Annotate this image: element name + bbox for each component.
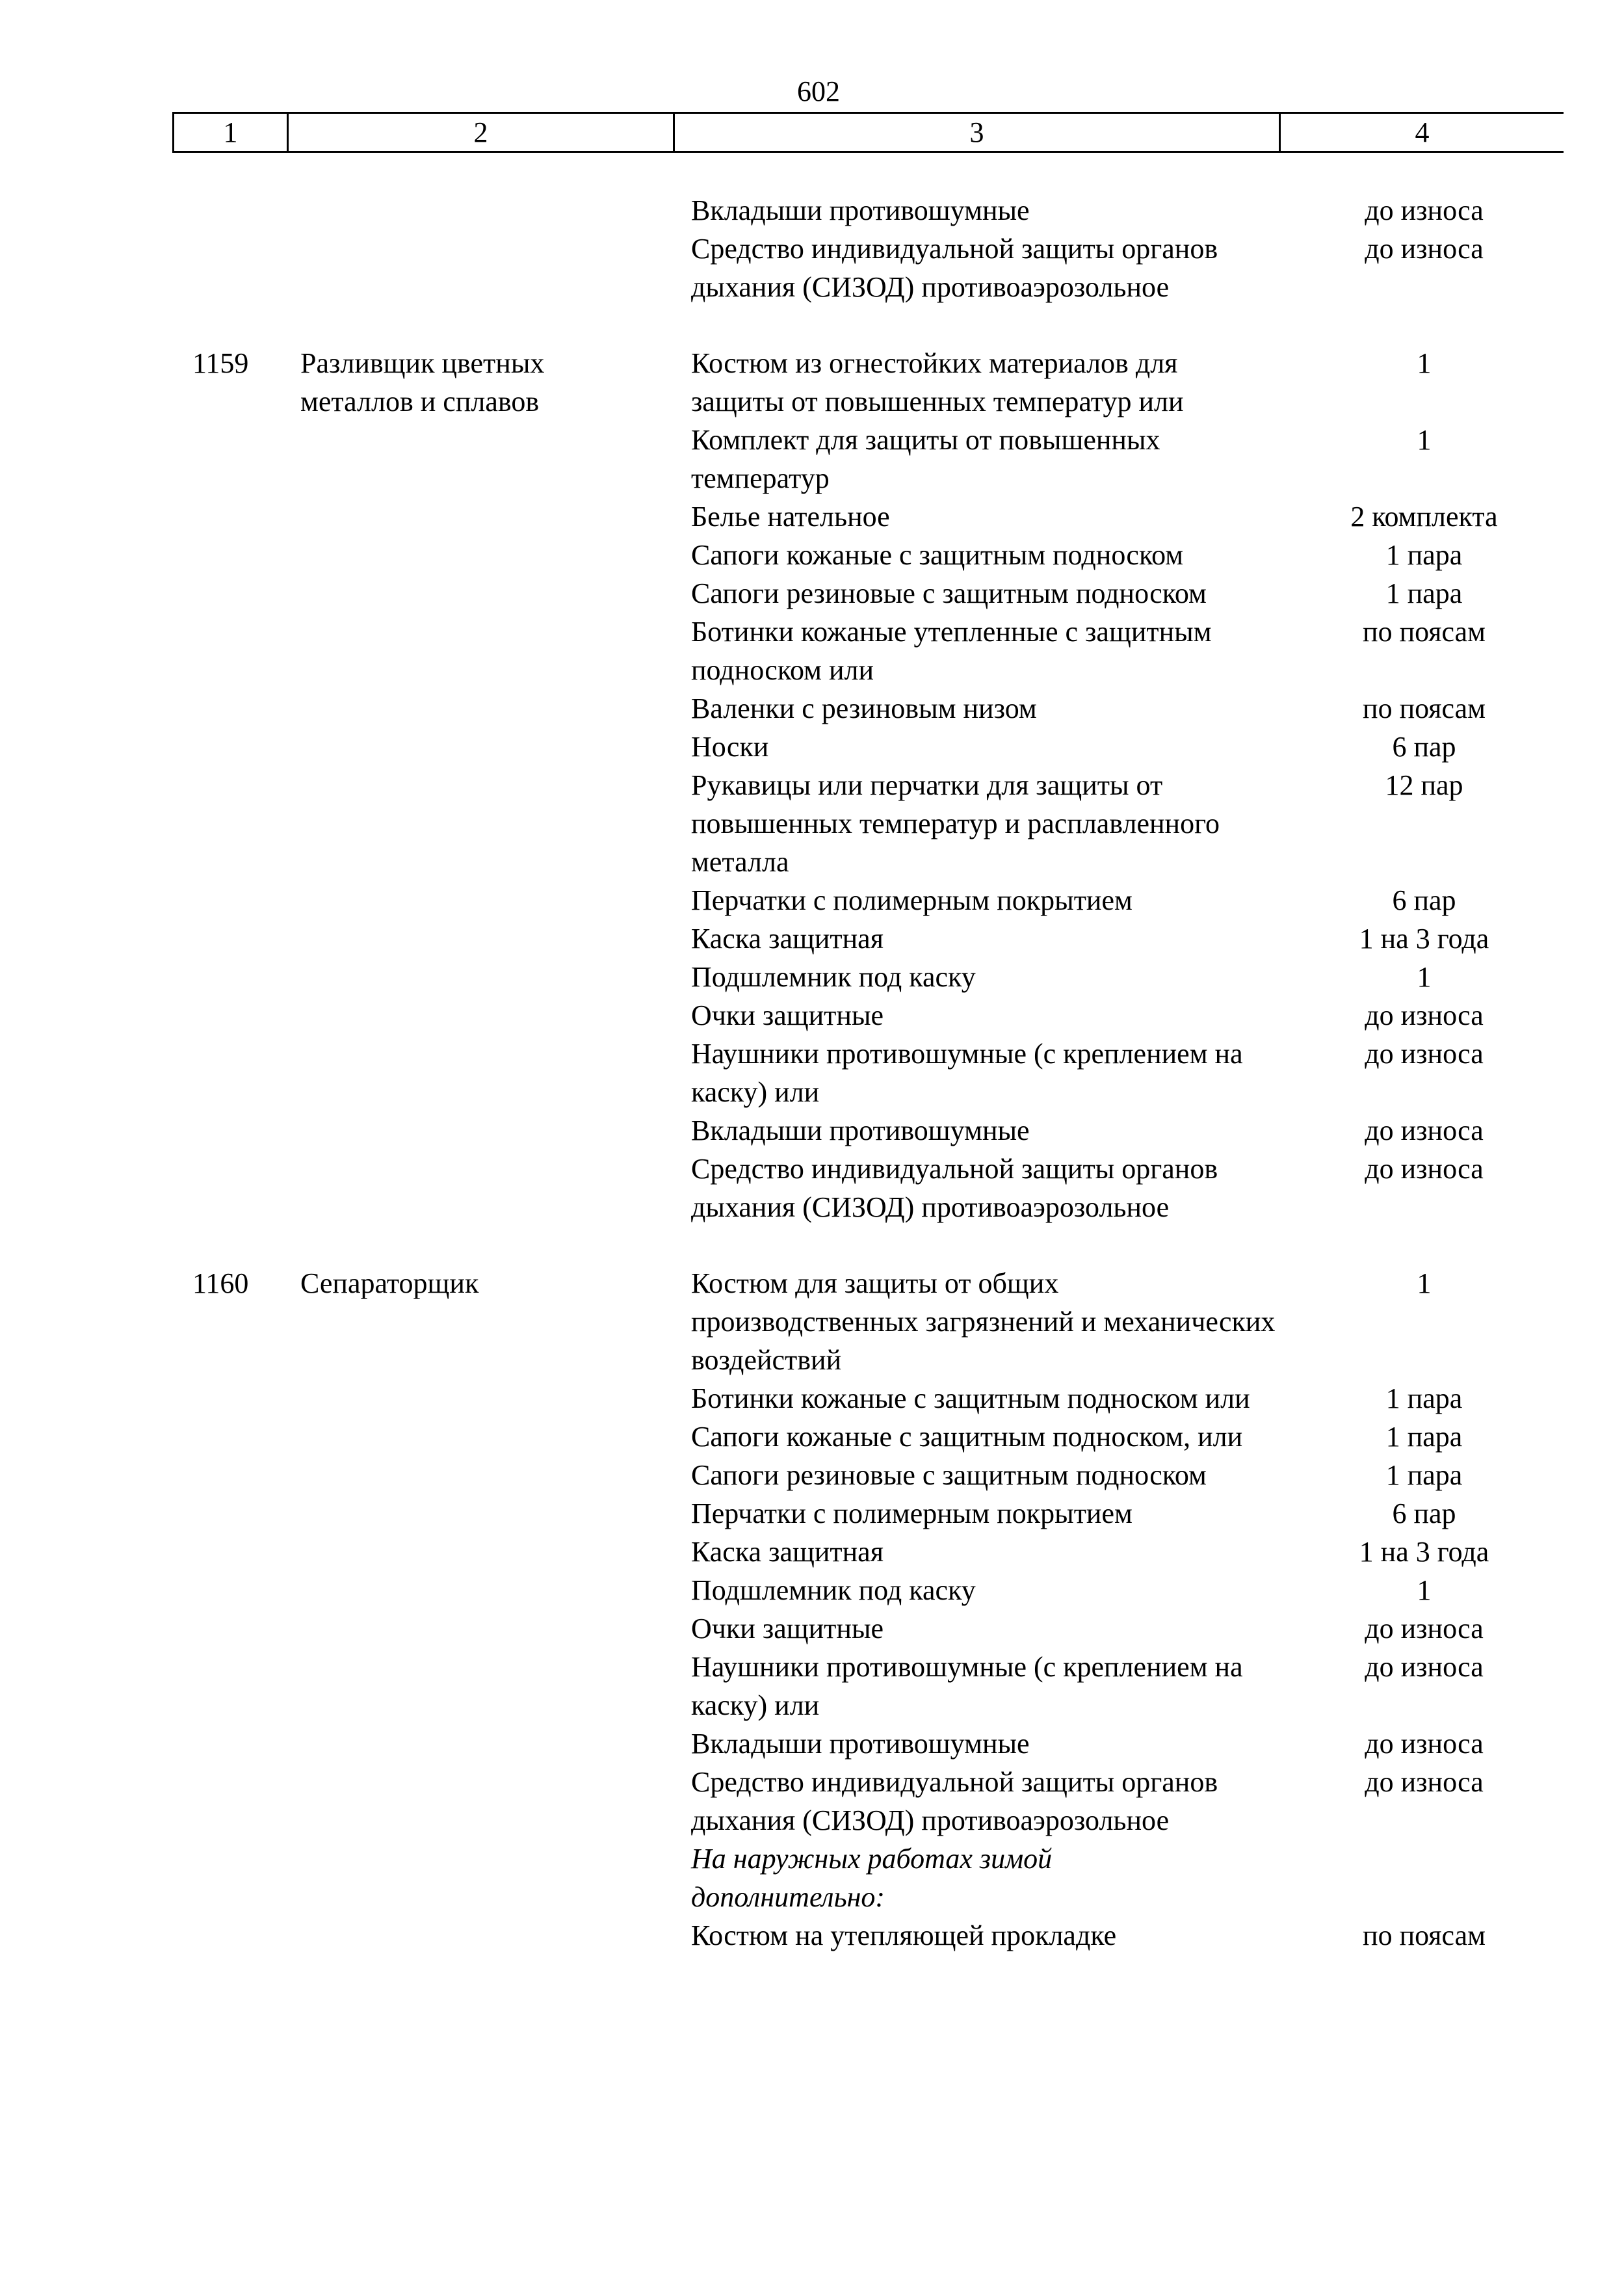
- row-number: 1160: [192, 1267, 249, 1299]
- list-item: [691, 996, 1565, 1035]
- item-norm: по поясам: [1363, 693, 1486, 724]
- item-name: Средство индивидуальной защиты органов дыхания (СИЗОД) противоаэрозольное: [691, 233, 1218, 303]
- list-item: [691, 1571, 1565, 1609]
- item-name: Белье нательное: [691, 501, 890, 533]
- item-name: Каска защитная: [691, 1536, 884, 1568]
- item-name: Вкладыши противошумные: [691, 1115, 1030, 1146]
- list-item: [691, 1150, 1565, 1226]
- list-item: [691, 1111, 1565, 1150]
- header-bottom-rule: [172, 151, 1564, 153]
- header-col-4: 4: [1415, 116, 1430, 148]
- item-norm: 1: [1417, 961, 1432, 993]
- list-item: [691, 958, 1565, 996]
- list-item: [691, 881, 1565, 919]
- item-name: Средство индивидуальной защиты органов дыхания (СИЗОД) противоаэрозольное: [691, 1766, 1218, 1836]
- list-item: [691, 1724, 1565, 1763]
- item-norm: 1 пара: [1385, 1421, 1463, 1453]
- item-norm: 1 пара: [1385, 577, 1463, 609]
- item-name: Перчатки с полимерным покрытием: [691, 1498, 1133, 1529]
- item-name: Ботинки кожаные утепленные с защитным подноском или: [691, 616, 1212, 686]
- item-name: Вкладыши противошумные: [691, 1728, 1030, 1760]
- item-norm: 1 пара: [1385, 1459, 1463, 1491]
- list-item: [691, 1379, 1565, 1418]
- item-name: Костюм для защиты от общих производственных загрязнений и механических воздействий: [691, 1267, 1276, 1376]
- continued-section: [0, 191, 1624, 306]
- list-item: [691, 1418, 1565, 1456]
- list-item: [691, 191, 1565, 230]
- item-norm: до износа: [1365, 1038, 1484, 1070]
- header-col-2: 2: [473, 116, 488, 148]
- item-norm: до износа: [1365, 1153, 1484, 1185]
- item-norm: по поясам: [1363, 616, 1486, 648]
- list-item: [691, 536, 1565, 574]
- item-name: Костюм из огнестойких материалов для защиты от повышенных температур или: [691, 347, 1184, 417]
- list-item: [691, 919, 1565, 958]
- item-name: Очки защитные: [691, 1613, 884, 1644]
- item-norm: по поясам: [1363, 1920, 1486, 1951]
- item-name: Подшлемник под каску: [691, 961, 976, 993]
- item-norm: 1 на 3 года: [1359, 923, 1489, 955]
- item-norm: 1: [1417, 347, 1432, 379]
- item-norm: до износа: [1365, 1766, 1484, 1798]
- list-item: [691, 497, 1565, 536]
- item-norm: до износа: [1365, 1613, 1484, 1644]
- item-norm: 2 комплекта: [1350, 501, 1498, 533]
- item-name: Наушники противошумные (с креплением на каску) или: [691, 1038, 1243, 1108]
- item-name: Перчатки с полимерным покрытием: [691, 884, 1133, 916]
- item-name: Подшлемник под каску: [691, 1574, 976, 1606]
- item-norm: 12 пар: [1385, 769, 1463, 801]
- item-norm: 1 на 3 года: [1359, 1536, 1489, 1568]
- list-item: [691, 1494, 1565, 1533]
- list-item: [691, 1916, 1565, 1955]
- item-name: Сапоги резиновые с защитным подноском: [691, 577, 1207, 609]
- item-norm: 1 пара: [1385, 539, 1463, 571]
- item-norm: 1: [1417, 1574, 1432, 1606]
- section-1159: [0, 344, 1624, 1226]
- header-col-3: 3: [969, 116, 984, 148]
- item-name: Вкладыши противошумные: [691, 194, 1030, 226]
- list-item: [691, 728, 1565, 766]
- protective-equipment-table: [0, 191, 1624, 1955]
- list-item: [691, 1264, 1565, 1379]
- item-name: Каска защитная: [691, 923, 884, 955]
- item-norm: до износа: [1365, 1651, 1484, 1683]
- item-norm: до износа: [1365, 233, 1484, 265]
- row-title: Разливщик цветных металлов и сплавов: [300, 347, 545, 417]
- row-number: 1159: [192, 347, 249, 379]
- item-norm: 6 пар: [1392, 884, 1456, 916]
- item-name: Носки: [691, 731, 769, 763]
- list-item: [691, 230, 1565, 306]
- item-name: Комплект для защиты от повышенных температур: [691, 424, 1160, 494]
- item-name: Ботинки кожаные с защитным подноском или: [691, 1382, 1250, 1414]
- section-1160: [0, 1264, 1624, 1955]
- item-name: Костюм на утепляющей прокладке: [691, 1920, 1117, 1951]
- list-item: [691, 1763, 1565, 1840]
- list-item: [691, 1035, 1565, 1111]
- list-item: [691, 344, 1565, 421]
- list-item: [691, 613, 1565, 689]
- item-name: Валенки с резиновым низом: [691, 693, 1037, 724]
- list-item: [691, 1648, 1565, 1724]
- list-item: [691, 421, 1565, 497]
- item-norm: 1 пара: [1385, 1382, 1463, 1414]
- item-norm: 1: [1417, 1267, 1432, 1299]
- header-top-rule: [172, 112, 1564, 114]
- list-item: [691, 689, 1565, 728]
- item-name: Средство индивидуальной защиты органов дыхания (СИЗОД) противоаэрозольное: [691, 1153, 1218, 1223]
- item-name: Сапоги резиновые с защитным подноском: [691, 1459, 1207, 1491]
- list-item: [691, 766, 1565, 881]
- item-name: Рукавицы или перчатки для защиты от повышенных температур и расплавленного металла: [691, 769, 1220, 878]
- list-item: [691, 1456, 1565, 1494]
- item-norm: 6 пар: [1392, 731, 1456, 763]
- item-norm: 1: [1417, 424, 1432, 456]
- item-norm: до износа: [1365, 1115, 1484, 1146]
- page-number: 602: [797, 75, 840, 107]
- item-norm: 6 пар: [1392, 1498, 1456, 1529]
- header-col-1: 1: [223, 116, 238, 148]
- item-norm: до износа: [1365, 999, 1484, 1031]
- item-name: Сапоги кожаные с защитным подноском: [691, 539, 1184, 571]
- list-item: [691, 1533, 1565, 1571]
- item-name: Наушники противошумные (с креплением на каску) или: [691, 1651, 1243, 1721]
- list-item: [691, 1609, 1565, 1648]
- list-item: [691, 574, 1565, 613]
- winter-note: На наружных работах зимой дополнительно:: [691, 1843, 1053, 1913]
- row-title: Сепараторщик: [300, 1267, 479, 1299]
- item-norm: до износа: [1365, 1728, 1484, 1760]
- item-name: Очки защитные: [691, 999, 884, 1031]
- item-name: Сапоги кожаные с защитным подноском, или: [691, 1421, 1243, 1453]
- item-norm: до износа: [1365, 194, 1484, 226]
